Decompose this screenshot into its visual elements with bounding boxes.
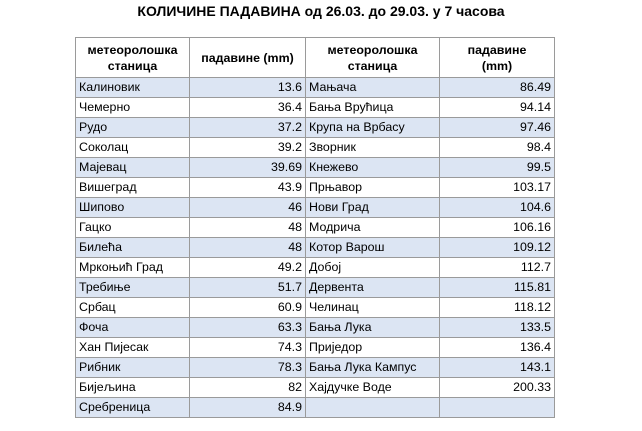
station-cell <box>306 398 440 418</box>
table-row <box>76 238 555 258</box>
table-row <box>76 318 555 338</box>
header-station-line1: метеоролошка <box>87 42 178 57</box>
precip-value-cell: 49.2 <box>190 258 306 278</box>
precip-value-cell: 104.6 <box>440 198 555 218</box>
station-cell: Кнежево <box>306 158 440 178</box>
precip-value-cell: 133.5 <box>440 318 555 338</box>
header-station <box>76 38 190 78</box>
station-cell: Зворник <box>306 138 440 158</box>
precip-value-cell: 84.9 <box>190 398 306 418</box>
precip-value-cell: 97.46 <box>440 118 555 138</box>
table-row <box>76 138 555 158</box>
table-row <box>76 78 555 98</box>
table-row <box>76 298 555 318</box>
station-cell: Гацко <box>76 218 190 238</box>
station-cell: Мркоњић Град <box>76 258 190 278</box>
precip-value-cell: 78.3 <box>190 358 306 378</box>
precip-value-cell: 94.14 <box>440 98 555 118</box>
station-cell: Нови Град <box>306 198 440 218</box>
precip-value-cell: 36.4 <box>190 98 306 118</box>
station-cell: Котор Варош <box>306 238 440 258</box>
station-cell: Хан Пијесак <box>76 338 190 358</box>
table-row <box>76 198 555 218</box>
station-cell: Билећа <box>76 238 190 258</box>
station-cell: Челинац <box>306 298 440 318</box>
station-cell: Фоча <box>76 318 190 338</box>
precip-value-cell: 82 <box>190 378 306 398</box>
station-cell: Дервента <box>306 278 440 298</box>
precip-value-cell: 63.3 <box>190 318 306 338</box>
station-cell: Бања Лука <box>306 318 440 338</box>
precip-value-cell: 43.9 <box>190 178 306 198</box>
precip-value-cell: 86.49 <box>440 78 555 98</box>
table-header-row <box>76 38 555 78</box>
precip-value-cell: 48 <box>190 238 306 258</box>
station-cell: Бања Лука Кампус <box>306 358 440 378</box>
station-cell: Соколац <box>76 138 190 158</box>
precip-value-cell: 51.7 <box>190 278 306 298</box>
station-cell: Бијељина <box>76 378 190 398</box>
station-cell: Србац <box>76 298 190 318</box>
table-row <box>76 378 555 398</box>
station-cell: Мањача <box>306 78 440 98</box>
precip-value-cell: 46 <box>190 198 306 218</box>
station-cell: Приједор <box>306 338 440 358</box>
precip-value-cell: 200.33 <box>440 378 555 398</box>
table-row <box>76 338 555 358</box>
station-cell: Хајдучке Воде <box>306 378 440 398</box>
header-station2-line2: станица <box>347 58 398 73</box>
station-cell: Сребреница <box>76 398 190 418</box>
table-row <box>76 258 555 278</box>
table-row <box>76 98 555 118</box>
table-body <box>76 78 555 418</box>
station-cell: Рудо <box>76 118 190 138</box>
precip-value-cell: 112.7 <box>440 258 555 278</box>
precip-value-cell: 60.9 <box>190 298 306 318</box>
precip-value-cell: 136.4 <box>440 338 555 358</box>
station-cell: Калиновик <box>76 78 190 98</box>
precipitation-table <box>75 37 555 418</box>
station-cell: Бања Врућица <box>306 98 440 118</box>
precip-value-cell: 98.4 <box>440 138 555 158</box>
station-cell: Шипово <box>76 198 190 218</box>
page-title: КОЛИЧИНЕ ПАДАВИНА од 26.03. до 29.03. у 7 часова <box>137 3 505 19</box>
precip-value-cell: 143.1 <box>440 358 555 378</box>
precip-value-cell: 118.12 <box>440 298 555 318</box>
table-row <box>76 358 555 378</box>
station-cell: Вишеград <box>76 178 190 198</box>
precip-value-cell: 39.69 <box>190 158 306 178</box>
header-precip-2 <box>440 38 555 78</box>
station-cell: Мајевац <box>76 158 190 178</box>
table-row <box>76 278 555 298</box>
table-row <box>76 118 555 138</box>
header-station-line2: станица <box>107 58 158 73</box>
precip-value-cell: 74.3 <box>190 338 306 358</box>
precip-value-cell <box>440 398 555 418</box>
station-cell: Чемерно <box>76 98 190 118</box>
header-precip-label: падавине (mm) <box>201 50 294 65</box>
precip-value-cell: 106.16 <box>440 218 555 238</box>
header-station2-line1: метеоролошка <box>327 42 418 57</box>
precip-value-cell: 103.17 <box>440 178 555 198</box>
precip-value-cell: 13.6 <box>190 78 306 98</box>
precip-value-cell: 109.12 <box>440 238 555 258</box>
table-row <box>76 398 555 418</box>
station-cell: Требиње <box>76 278 190 298</box>
precip-value-cell: 37.2 <box>190 118 306 138</box>
header-precip2-line2: (mm) <box>481 58 513 73</box>
precip-value-cell: 39.2 <box>190 138 306 158</box>
station-cell: Рибник <box>76 358 190 378</box>
header-precip <box>190 38 306 78</box>
precip-value-cell: 99.5 <box>440 158 555 178</box>
station-cell: Прњавор <box>306 178 440 198</box>
table-row <box>76 178 555 198</box>
precip-value-cell: 115.81 <box>440 278 555 298</box>
table-row <box>76 158 555 178</box>
header-precip2-line1: падавине <box>467 42 527 57</box>
header-station-2 <box>306 38 440 78</box>
precip-value-cell: 48 <box>190 218 306 238</box>
station-cell: Крупа на Врбасу <box>306 118 440 138</box>
station-cell: Добој <box>306 258 440 278</box>
station-cell: Модрича <box>306 218 440 238</box>
table-row <box>76 218 555 238</box>
